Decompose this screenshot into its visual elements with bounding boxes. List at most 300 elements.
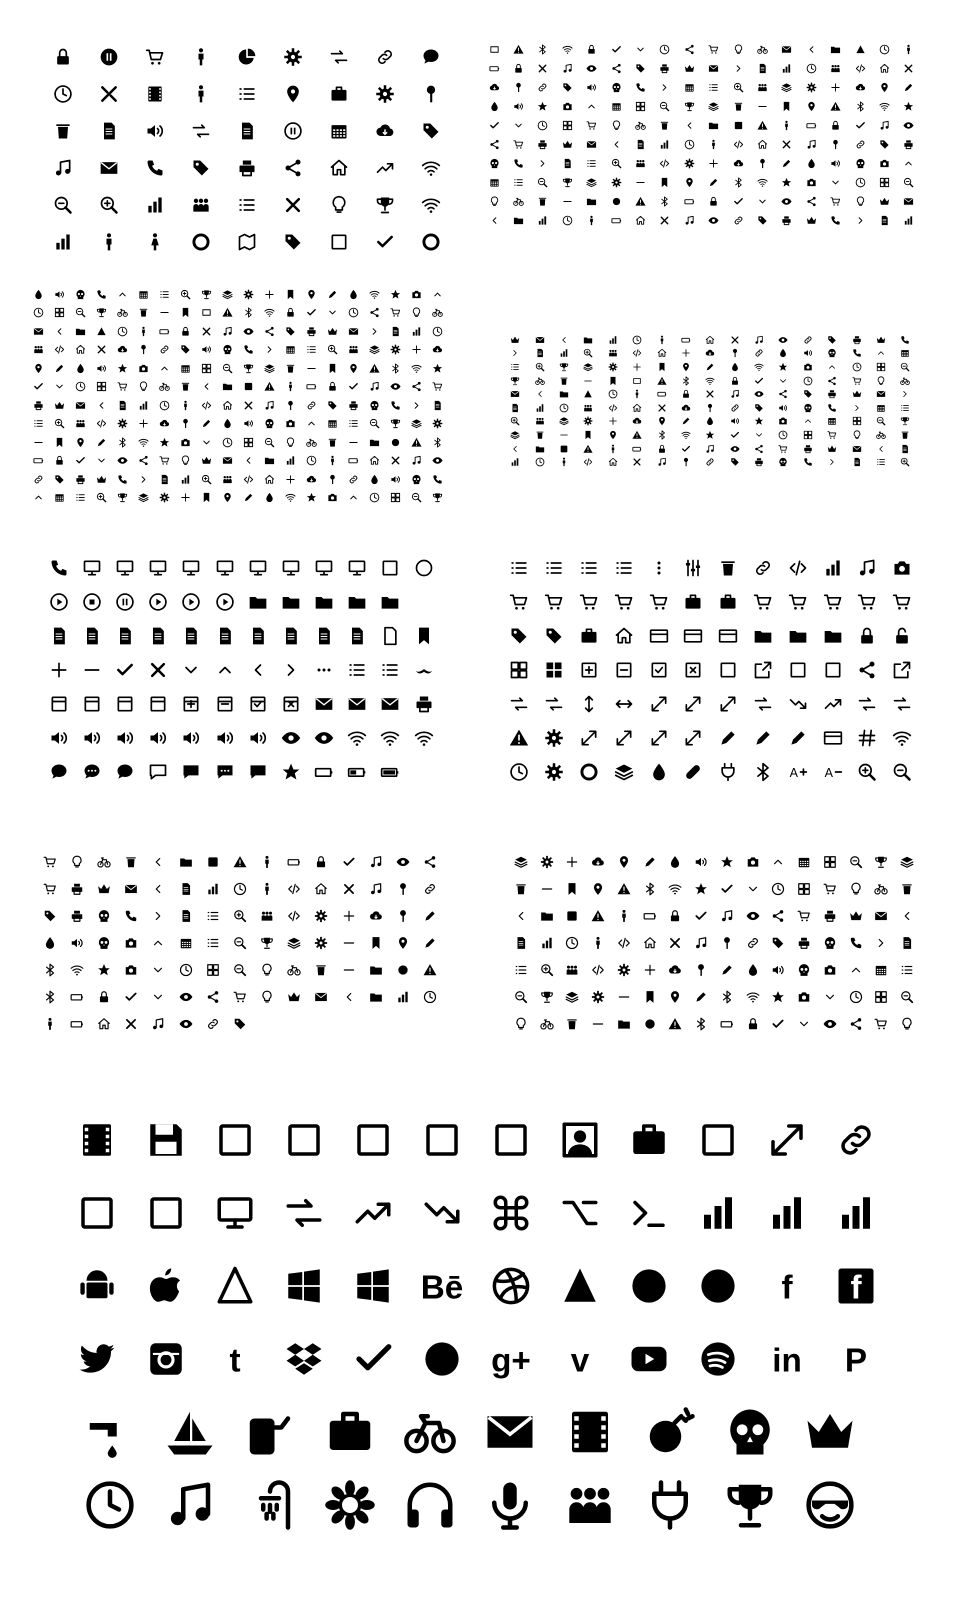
- panel-8-grid: [508, 848, 920, 1037]
- camera-icon: [133, 359, 154, 378]
- speaker-icon: [91, 359, 112, 378]
- info-icon: [677, 135, 701, 154]
- twitter-icon: [62, 1329, 131, 1389]
- calendar-icon: [677, 78, 701, 97]
- skull-icon: [710, 1402, 790, 1462]
- code-icon: [238, 470, 259, 489]
- heart-icon: [389, 956, 416, 983]
- camera-icon: [791, 983, 817, 1010]
- lightbulb-icon: [726, 40, 750, 59]
- eye-icon: [775, 192, 799, 211]
- icon-panel-solid-large: [70, 1110, 910, 1550]
- minus-icon: [611, 983, 637, 1010]
- gear-icon: [534, 848, 560, 875]
- wifi-high-icon: [407, 721, 440, 755]
- icon-panel-line-medium: [502, 551, 922, 789]
- phone-icon: [91, 285, 112, 304]
- expand-icon: [676, 687, 711, 721]
- group-icon: [28, 341, 49, 360]
- drop-icon: [771, 347, 795, 361]
- tag-icon: [628, 59, 652, 78]
- chevron-down-icon: [196, 433, 217, 452]
- file-icon: [172, 902, 199, 929]
- battery-icon: [281, 848, 308, 875]
- volume-mute-icon: [142, 721, 175, 755]
- home-icon: [601, 455, 625, 469]
- trash-icon: [118, 848, 145, 875]
- trash-icon: [508, 875, 534, 902]
- cart-icon: [154, 452, 175, 471]
- clock-icon: [766, 875, 792, 902]
- zoom-in-icon: [527, 360, 551, 374]
- bar-chart-icon: [534, 929, 560, 956]
- printer-icon: [820, 387, 844, 401]
- bar-chart-icon: [897, 211, 921, 230]
- presentation-icon: [200, 1183, 269, 1243]
- warning-icon: [611, 875, 637, 902]
- zoom-in-icon: [86, 186, 132, 223]
- file-icon: [154, 470, 175, 489]
- group-icon: [823, 59, 847, 78]
- code-icon: [281, 902, 308, 929]
- chevron-left-icon: [894, 902, 920, 929]
- eye-icon: [580, 59, 604, 78]
- person-icon: [585, 929, 611, 956]
- file-download-icon: [241, 619, 274, 653]
- calendar-icon: [175, 359, 196, 378]
- calendar-icon: [49, 489, 70, 508]
- bicycle-icon: [90, 848, 117, 875]
- chevron-right-icon: [653, 78, 677, 97]
- wifi-icon: [663, 875, 689, 902]
- skull-icon: [848, 154, 872, 173]
- speaker-icon: [132, 112, 178, 149]
- cloud-icon: [726, 154, 750, 173]
- star-icon: [771, 360, 795, 374]
- plus-icon: [674, 347, 698, 361]
- layers-icon: [560, 983, 586, 1010]
- bicycle-icon: [112, 304, 133, 323]
- blank-icon: [407, 755, 440, 789]
- wifi-low-icon: [341, 721, 374, 755]
- check-icon: [848, 116, 872, 135]
- panel-2-grid: [482, 40, 921, 230]
- skip-icon: [208, 585, 241, 619]
- zoom-out-icon: [869, 415, 893, 429]
- bookmark-icon: [601, 374, 625, 388]
- cart-remove-icon: [572, 585, 607, 619]
- folder-remove-icon: [308, 585, 341, 619]
- list-icon: [702, 78, 726, 97]
- bluetooth-icon: [112, 433, 133, 452]
- heart-icon: [848, 40, 872, 59]
- key-icon: [322, 470, 343, 489]
- crown-icon: [869, 333, 893, 347]
- wifi-icon: [740, 983, 766, 1010]
- phone-icon: [506, 154, 530, 173]
- pencil-icon: [698, 360, 722, 374]
- bicycle-icon: [154, 378, 175, 397]
- crown-icon: [799, 211, 823, 230]
- home-icon: [750, 135, 774, 154]
- boombox-icon: [550, 1402, 630, 1462]
- chevron-left-icon: [241, 653, 274, 687]
- square-check-icon: [641, 653, 676, 687]
- clock-icon: [848, 173, 872, 192]
- envelope-icon: [844, 442, 868, 456]
- cloud-icon: [674, 401, 698, 415]
- trophy-icon: [196, 285, 217, 304]
- panel-9-row: [70, 1475, 870, 1535]
- store-icon: [676, 585, 711, 619]
- gear-icon: [238, 285, 259, 304]
- check-icon: [688, 902, 714, 929]
- check-icon: [118, 983, 145, 1010]
- code-icon: [91, 415, 112, 434]
- check-icon: [70, 452, 91, 471]
- trophy-icon: [427, 489, 448, 508]
- gear-icon: [112, 415, 133, 434]
- camera-icon: [406, 285, 427, 304]
- cart-icon: [702, 40, 726, 59]
- lightbulb-icon: [316, 186, 362, 223]
- pie-chart-icon: [224, 38, 270, 75]
- crown-icon: [820, 442, 844, 456]
- volume-up-icon: [75, 721, 108, 755]
- camera-icon: [280, 415, 301, 434]
- drop-icon: [28, 285, 49, 304]
- file-icon: [894, 929, 920, 956]
- trash-icon: [711, 551, 746, 585]
- person-icon: [601, 442, 625, 456]
- battery-half-icon: [341, 755, 374, 789]
- check-icon: [362, 223, 408, 260]
- layers-icon: [259, 359, 280, 378]
- panel-9-row: [62, 1256, 890, 1316]
- camera-icon: [872, 154, 896, 173]
- voicemail-icon: [676, 619, 711, 653]
- map-pin-icon: [28, 359, 49, 378]
- headphones-icon: [390, 1475, 470, 1535]
- cloud-icon: [663, 956, 689, 983]
- arrows-vertical-icon: [572, 687, 607, 721]
- link-icon: [154, 341, 175, 360]
- credit-card-icon: [641, 619, 676, 653]
- chevron-left-icon: [799, 40, 823, 59]
- skull-icon: [791, 956, 817, 983]
- warning-icon: [823, 97, 847, 116]
- music-icon: [649, 455, 673, 469]
- trash-icon: [894, 875, 920, 902]
- zoom-in-icon: [175, 285, 196, 304]
- monitor-upload-icon: [341, 551, 374, 585]
- printer-icon: [70, 470, 91, 489]
- phone-icon: [42, 551, 75, 585]
- grid-icon: [791, 875, 817, 902]
- drop-icon: [36, 929, 63, 956]
- chevron-left-icon: [335, 983, 362, 1010]
- eye-icon: [897, 116, 921, 135]
- check-icon: [674, 442, 698, 456]
- star-icon: [747, 415, 771, 429]
- tags-icon: [178, 149, 224, 186]
- plus-icon: [406, 341, 427, 360]
- minus-icon: [301, 359, 322, 378]
- map-pin-icon: [389, 929, 416, 956]
- pinterest-circle-icon: [683, 1256, 752, 1316]
- plus-icon: [637, 956, 663, 983]
- app-store-icon: [200, 1256, 269, 1316]
- crown-icon: [281, 983, 308, 1010]
- trophy-icon: [677, 97, 701, 116]
- chevron-down-icon: [91, 452, 112, 471]
- home-icon: [872, 59, 896, 78]
- notebook-icon: [86, 112, 132, 149]
- shrink-diagonal-icon: [676, 721, 711, 755]
- laptop-icon: [108, 551, 141, 585]
- share-icon: [771, 387, 795, 401]
- file-check-icon: [175, 619, 208, 653]
- key-icon: [280, 396, 301, 415]
- eye-icon: [172, 1010, 199, 1037]
- share-icon: [364, 304, 385, 323]
- chevron-up-icon: [208, 653, 241, 687]
- phone-icon: [132, 149, 178, 186]
- trash-icon: [552, 374, 576, 388]
- shrink-icon: [606, 721, 641, 755]
- grid-icon: [869, 360, 893, 374]
- speaker-icon: [796, 347, 820, 361]
- lock-icon: [280, 304, 301, 323]
- layers-icon: [894, 848, 920, 875]
- code-icon: [576, 455, 600, 469]
- star-icon: [897, 97, 921, 116]
- refresh-icon: [178, 112, 224, 149]
- crown-icon: [790, 1402, 870, 1462]
- person-icon: [175, 396, 196, 415]
- maximize-icon: [711, 653, 746, 687]
- warning-icon: [502, 721, 537, 755]
- link-icon: [740, 929, 766, 956]
- printer-icon: [301, 322, 322, 341]
- square-close-icon: [676, 653, 711, 687]
- file-icon: [385, 322, 406, 341]
- chevron-left-icon: [49, 322, 70, 341]
- info-icon: [799, 59, 823, 78]
- heart-icon: [576, 387, 600, 401]
- window-icon: [42, 687, 75, 721]
- bluetooth-icon: [637, 875, 663, 902]
- skull-icon: [406, 470, 427, 489]
- shower-icon: [230, 1475, 310, 1535]
- battery-icon: [28, 452, 49, 471]
- group-icon: [217, 470, 238, 489]
- file-close-icon: [208, 619, 241, 653]
- envelope-up-icon: [374, 687, 407, 721]
- eye-icon: [238, 322, 259, 341]
- file-icon: [527, 347, 551, 361]
- link-icon: [796, 333, 820, 347]
- wifi-icon: [406, 359, 427, 378]
- tablet-icon: [75, 551, 108, 585]
- inbox-out-icon: [815, 619, 850, 653]
- chevron-right-icon: [259, 341, 280, 360]
- minus-icon: [343, 433, 364, 452]
- facebook-square-icon: [821, 1256, 890, 1316]
- bluetooth-icon: [385, 359, 406, 378]
- key-icon: [823, 135, 847, 154]
- key-icon: [133, 341, 154, 360]
- inbox-in-icon: [780, 619, 815, 653]
- lightbulb-icon: [869, 374, 893, 388]
- portrait-icon: [545, 1110, 614, 1170]
- gear-icon: [427, 415, 448, 434]
- wifi-icon: [872, 97, 896, 116]
- speaker-icon: [196, 341, 217, 360]
- warning-icon: [628, 192, 652, 211]
- tag-icon: [322, 396, 343, 415]
- mute-icon: [42, 721, 75, 755]
- wifi-icon: [555, 40, 579, 59]
- warning-icon: [417, 956, 444, 983]
- chevron-left-icon: [527, 387, 551, 401]
- lightbulb-icon: [508, 1010, 534, 1037]
- crown-icon: [872, 192, 896, 211]
- crown-icon: [49, 396, 70, 415]
- star-icon: [90, 956, 117, 983]
- bluetooth-icon: [649, 428, 673, 442]
- basket-remove-icon: [815, 585, 850, 619]
- key-icon: [698, 401, 722, 415]
- envelope-icon: [217, 452, 238, 471]
- resize-icon: [572, 721, 607, 755]
- svg-text:A: A: [824, 766, 833, 780]
- cart-close-icon: [641, 585, 676, 619]
- music-icon: [688, 929, 714, 956]
- cart-icon: [132, 38, 178, 75]
- svg-text:P: P: [844, 1342, 867, 1380]
- monitor-close-icon: [274, 551, 307, 585]
- zoom-out-icon: [364, 415, 385, 434]
- skull-icon: [259, 415, 280, 434]
- plus-icon: [823, 78, 847, 97]
- chevron-down-icon: [771, 374, 795, 388]
- close-icon: [270, 186, 316, 223]
- zoom-out-icon: [893, 360, 917, 374]
- bar-chart-icon: [132, 186, 178, 223]
- wifi-icon: [259, 304, 280, 323]
- minus-icon: [555, 192, 579, 211]
- trash-icon: [308, 956, 335, 983]
- trash-icon: [280, 359, 301, 378]
- font-increase-icon: [780, 755, 815, 789]
- drop-icon: [259, 489, 280, 508]
- map-pin-icon: [799, 97, 823, 116]
- person-icon: [625, 387, 649, 401]
- check-icon: [28, 378, 49, 397]
- person-icon: [280, 378, 301, 397]
- calendar-icon: [869, 401, 893, 415]
- chat-outline-icon: [142, 755, 175, 789]
- person-icon: [897, 40, 921, 59]
- bicycle-icon: [869, 428, 893, 442]
- chevron-right-icon: [820, 455, 844, 469]
- trophy-icon: [555, 173, 579, 192]
- grid-icon: [844, 415, 868, 429]
- shuffle-icon: [316, 38, 362, 75]
- printer-icon: [791, 929, 817, 956]
- lock-icon: [90, 983, 117, 1010]
- home-icon: [606, 619, 641, 653]
- speaker-icon: [723, 415, 747, 429]
- clock-icon: [28, 304, 49, 323]
- upload-icon: [885, 653, 920, 687]
- grid-icon: [817, 848, 843, 875]
- envelope-icon: [28, 322, 49, 341]
- cart-icon: [823, 192, 847, 211]
- link-icon: [199, 1010, 226, 1037]
- trash-icon: [322, 433, 343, 452]
- calendar-icon: [172, 929, 199, 956]
- list-icon: [580, 154, 604, 173]
- info-icon: [560, 929, 586, 956]
- person-icon: [580, 211, 604, 230]
- cloud-icon: [698, 347, 722, 361]
- cart-icon: [820, 428, 844, 442]
- warning-icon: [649, 374, 673, 388]
- chevron-right-icon: [133, 470, 154, 489]
- window-columns-icon: [108, 687, 141, 721]
- phone-icon: [893, 333, 917, 347]
- chat-square-icon: [175, 755, 208, 789]
- person-icon: [178, 38, 224, 75]
- map-pin-icon: [585, 875, 611, 902]
- bar-chart-alt-icon: [752, 1183, 821, 1243]
- envelope-icon: [702, 59, 726, 78]
- panel-4-grid: [503, 333, 918, 469]
- folder-icon: [702, 116, 726, 135]
- warning-icon: [750, 116, 774, 135]
- grid-icon: [49, 304, 70, 323]
- star-icon: [301, 489, 322, 508]
- chevron-left-icon: [508, 902, 534, 929]
- trophy-icon: [869, 848, 895, 875]
- zoom-out-icon: [897, 173, 921, 192]
- close-icon: [775, 135, 799, 154]
- lock-icon: [740, 1010, 766, 1037]
- bar-chart-icon: [552, 347, 576, 361]
- group-icon: [560, 956, 586, 983]
- faucet-icon: [70, 1402, 150, 1462]
- list-icon: [70, 489, 91, 508]
- plus-icon: [702, 154, 726, 173]
- bluetooth-icon: [36, 956, 63, 983]
- layers-icon: [552, 415, 576, 429]
- group-icon: [750, 78, 774, 97]
- lock-icon: [40, 38, 86, 75]
- eye-icon: [274, 721, 307, 755]
- tag-icon: [796, 387, 820, 401]
- cart-icon: [385, 304, 406, 323]
- bicycle-icon: [750, 40, 774, 59]
- chevron-up-icon: [28, 489, 49, 508]
- calendar-icon: [482, 173, 506, 192]
- music-icon: [217, 322, 238, 341]
- chevron-up-icon: [154, 359, 175, 378]
- tag-icon: [747, 401, 771, 415]
- gear-icon: [576, 415, 600, 429]
- folder-icon: [364, 433, 385, 452]
